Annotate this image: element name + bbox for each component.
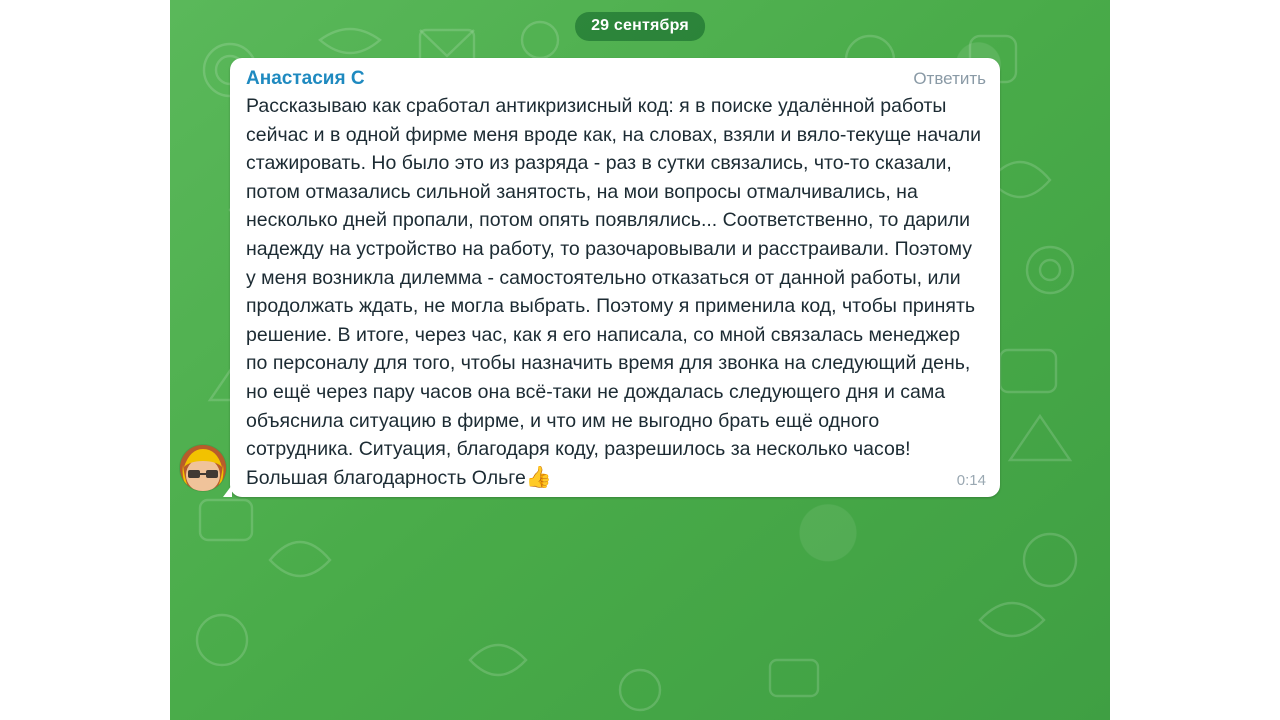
chat-viewport [170, 0, 1110, 720]
message-text [246, 92, 986, 492]
date-divider: 29 сентября [575, 12, 705, 41]
message-bubble[interactable] [230, 58, 1000, 497]
message-timestamp: 0:14 [956, 472, 986, 490]
message-sender: Анастасия С [246, 68, 365, 89]
message-row [170, 58, 1110, 497]
message-header [246, 68, 986, 90]
avatar-image [180, 445, 226, 491]
reply-button[interactable]: Ответить [913, 69, 986, 88]
thumbs-up-icon: 👍 [525, 465, 552, 489]
message-body: Рассказываю как сработал антикризисный код: я в поиске удалённой работы сейчас и в одной фирме меня вроде как, на словах, взяли и вяло-текуще начали стажировать. Но было это из разряда - раз в сутки связались, что-то сказали, потом отмазались сильной занятость, на мои вопросы отмалчивались, на несколько дней пропали, потом опять появлялись... Соответственно, то дарили надежду на устройство на работу, то разочаровывали и расстраивали. Поэтому у меня возникла дилемма - самостоятельно отказаться от данной работы, или продолжать ждать, не могла выбрать. Поэтому я применила код, чтобы принять решение. В итоге, через час, как я его написала, со мной связалась менеджер по персоналу для того, чтобы назначить время для звонка на следующий день, но ещё через пару часов она всё-таки не дождалась следующего дня и сама объяснила ситуацию в фирме, и что им не выгодно брать ещё одного сотрудника. Ситуация, благодаря коду, разрешилось за несколько часов! Большая благодарность Ольге [246, 95, 987, 489]
avatar[interactable] [180, 445, 226, 491]
